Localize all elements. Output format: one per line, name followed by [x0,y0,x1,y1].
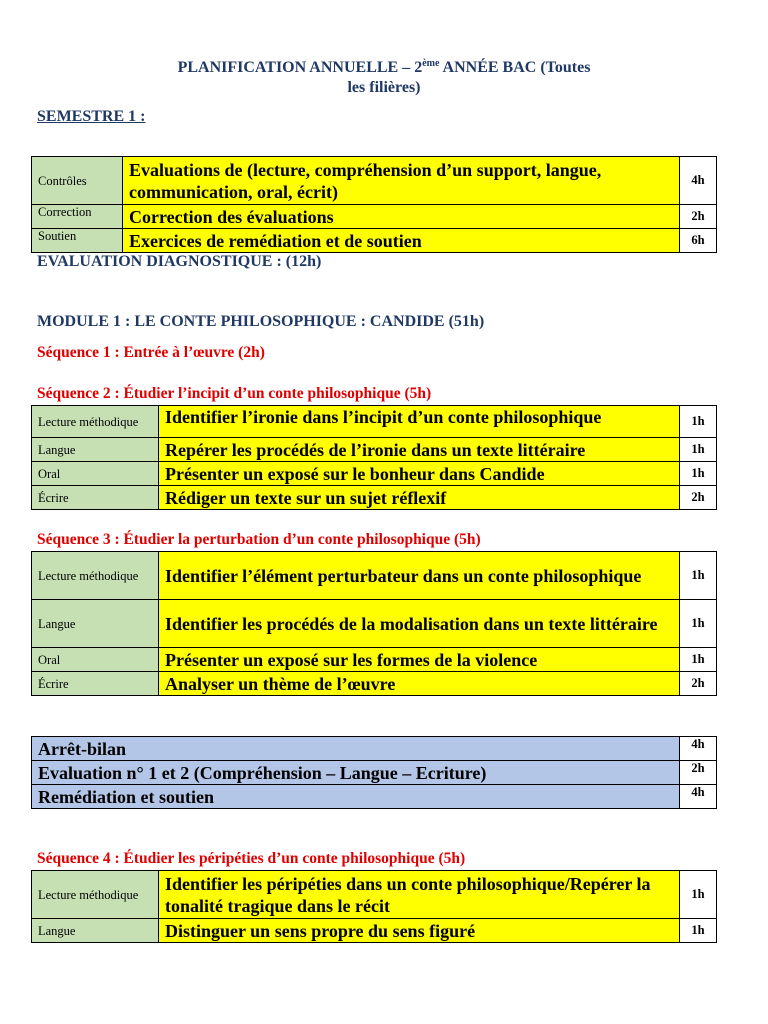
row-activity: Identifier les péripéties dans un conte philosophique/Repérer la tonalité tragique dans le récit [159,871,680,919]
table-row [32,486,717,510]
table-row [32,552,717,600]
row-label: Lecture méthodique [32,552,159,600]
sequence-3-table [31,551,717,696]
row-label: Soutien [32,229,123,253]
row-label: Oral [32,648,159,672]
page-title [0,58,768,78]
row-hours: 2h [680,672,717,696]
row-activity: Analyser un thème de l’œuvre [159,672,680,696]
row-hours: 1h [680,438,717,462]
table-row [32,919,717,943]
sequence-4-table [31,870,717,943]
semester-heading: SEMESTRE 1 : [37,108,146,125]
row-activity: Correction des évaluations [123,205,680,229]
sequence-3-heading: Séquence 3 : Étudier la perturbation d’un conte philosophique (5h) [37,531,481,548]
row-hours: 1h [680,871,717,919]
row-activity: Rédiger un texte sur un sujet réflexif [159,486,680,510]
row-label: Écrire [32,486,159,510]
row-activity: Identifier l’élément perturbateur dans un conte philosophique [159,552,680,600]
sequence-4-heading: Séquence 4 : Étudier les péripéties d’un conte philosophique (5h) [37,850,466,867]
row-hours: 1h [680,462,717,486]
row-label: Langue [32,919,159,943]
row-label: Correction [32,205,123,229]
table-row [32,205,717,229]
row-label: Oral [32,462,159,486]
row-hours: 1h [680,600,717,648]
title-part2: ANNÉE BAC (Toutes [439,59,591,76]
row-hours: 4h [680,737,717,761]
table-row [32,462,717,486]
row-hours: 4h [680,157,717,205]
row-activity: Exercices de remédiation et de soutien [123,229,680,253]
row-activity: Identifier l’ironie dans l’incipit d’un conte philosophique [159,406,680,438]
bilan-table [31,736,717,809]
row-hours: 4h [680,785,717,809]
row-activity: Arrêt-bilan [32,737,680,761]
row-activity: Distinguer un sens propre du sens figuré [159,919,680,943]
row-hours: 1h [680,919,717,943]
table-row [32,648,717,672]
row-hours: 2h [680,761,717,785]
diagnostic-table [31,156,717,253]
row-label: Langue [32,438,159,462]
table-row [32,672,717,696]
row-hours: 1h [680,406,717,438]
sequence-2-heading: Séquence 2 : Étudier l’incipit d’un conte philosophique (5h) [37,385,432,402]
row-activity: Présenter un exposé sur les formes de la violence [159,648,680,672]
row-activity: Repérer les procédés de l’ironie dans un texte littéraire [159,438,680,462]
row-label: Écrire [32,672,159,696]
module-heading: MODULE 1 : LE CONTE PHILOSOPHIQUE : CANDIDE (51h) [37,313,485,330]
row-activity: Evaluation n° 1 et 2 (Compréhension – Langue – Ecriture) [32,761,680,785]
row-hours: 2h [680,486,717,510]
table-row [32,406,717,438]
row-hours: 2h [680,205,717,229]
diagnostic-heading: EVALUATION DIAGNOSTIQUE : (12h) [37,253,322,270]
row-hours: 1h [680,648,717,672]
row-activity: Remédiation et soutien [32,785,680,809]
table-row [32,761,717,785]
table-row [32,785,717,809]
table-row [32,229,717,253]
table-row [32,157,717,205]
row-label: Lecture méthodique [32,406,159,438]
row-label: Langue [32,600,159,648]
row-hours: 6h [680,229,717,253]
title-part1: PLANIFICATION ANNUELLE – 2 [177,59,423,76]
row-activity: Evaluations de (lecture, compréhension d’un support, langue, communication, oral, écrit) [123,157,680,205]
row-activity: Présenter un exposé sur le bonheur dans Candide [159,462,680,486]
page-title-line2: les filières) [347,79,421,96]
table-row [32,871,717,919]
table-row [32,737,717,761]
row-label: Contrôles [32,157,123,205]
row-hours: 1h [680,552,717,600]
title-superscript: ème [422,58,440,69]
table-row [32,600,717,648]
sequence-1-heading: Séquence 1 : Entrée à l’œuvre (2h) [37,344,265,361]
sequence-2-table [31,405,717,510]
table-row [32,438,717,462]
row-label: Lecture méthodique [32,871,159,919]
row-activity: Identifier les procédés de la modalisation dans un texte littéraire [159,600,680,648]
